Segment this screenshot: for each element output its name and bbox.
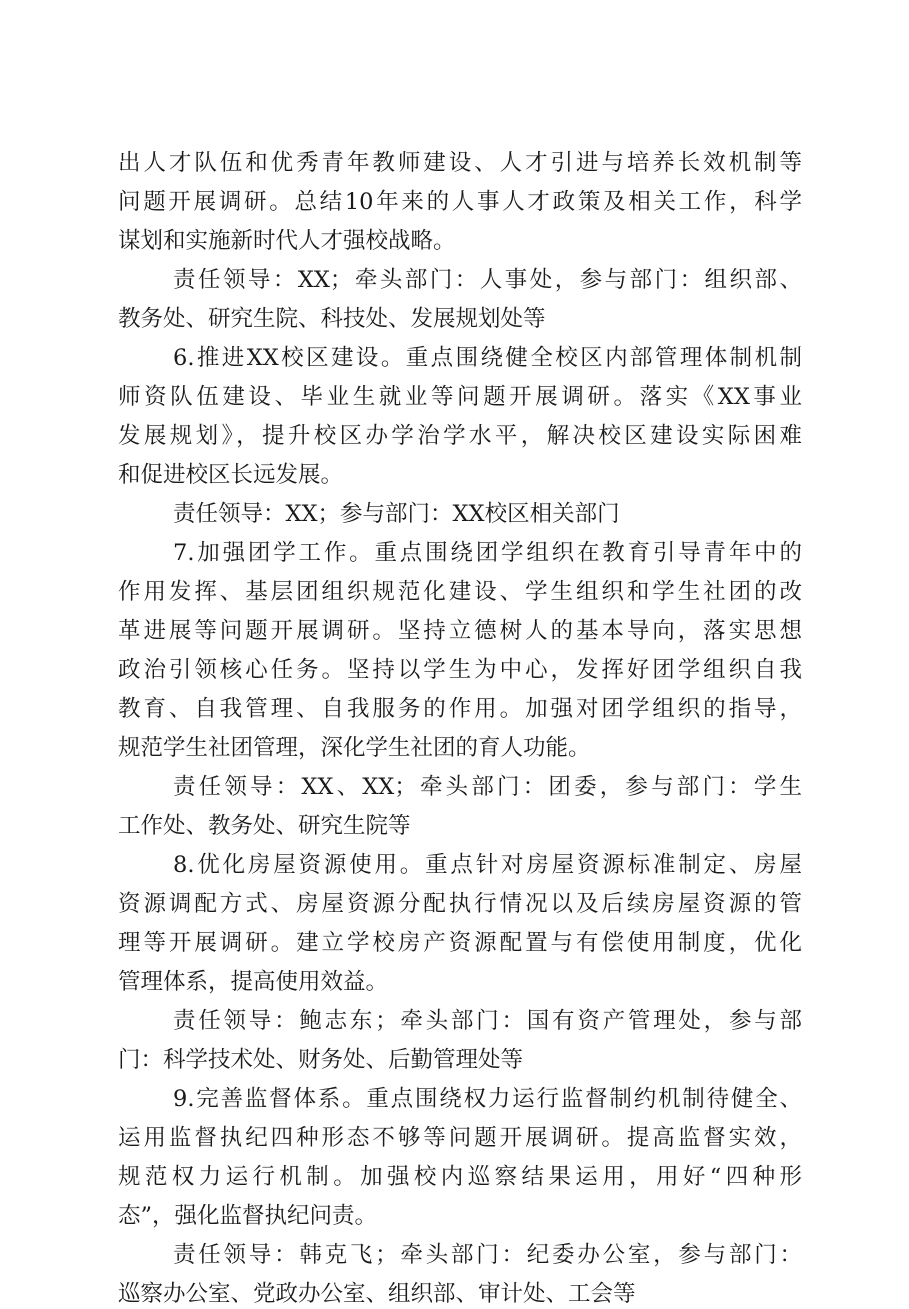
text-line: 师资队伍建设、毕业生就业等问题开展调研。落实《XX事业 (118, 384, 802, 410)
text-line: 革进展等问题开展调研。坚持立德树人的基本导向，落实思想 (118, 618, 802, 644)
text-line: 教务处、研究生院、科技处、发展规划处等 (118, 306, 546, 332)
text-line: 和促进校区长远发展。 (118, 462, 344, 488)
text-line: 6.推进XX校区建设。重点围绕健全校区内部管理体制机制 (173, 345, 802, 371)
text-line: 责任领导：XX；参与部门：XX校区相关部门 (173, 501, 620, 527)
text-line: 巡察办公室、党政办公室、组织部、审计处、工会等 (118, 1281, 636, 1307)
text-line: 理等开展调研。建立学校房产资源配置与有偿使用制度，优化 (118, 930, 802, 956)
text-line: 资源调配方式、房屋资源分配执行情况以及后续房屋资源的管 (118, 891, 802, 917)
text-line: 谋划和实施新时代人才强校战略。 (118, 228, 456, 254)
text-line: 规范权力运行机制。加强校内巡察结果运用，用好“四种形 (118, 1164, 802, 1190)
text-line: 发展规划》，提升校区办学治学水平，解决校区建设实际困难 (118, 423, 802, 449)
text-line: 门：科学技术处、财务处、后勤管理处等 (118, 1047, 524, 1073)
text-line: 教育、自我管理、自我服务的作用。加强对团学组织的指导， (118, 696, 802, 722)
text-line: 7.加强团学工作。重点围绕团学组织在教育引导青年中的 (173, 540, 802, 566)
text-line: 9.完善监督体系。重点围绕权力运行监督制约机制待健全、 (173, 1086, 802, 1112)
text-line: 问题开展调研。总结10年来的人事人才政策及相关工作，科学 (118, 189, 802, 215)
text-line: 责任领导：XX、XX；牵头部门：团委，参与部门：学生 (173, 774, 802, 800)
text-line: 出人才队伍和优秀青年教师建设、人才引进与培养长效机制等 (118, 150, 802, 176)
text-line: 态”，强化监督执纪问责。 (118, 1203, 378, 1229)
text-line: 责任领导：韩克飞；牵头部门：纪委办公室，参与部门： (173, 1242, 802, 1268)
text-line: 工作处、教务处、研究生院等 (118, 813, 411, 839)
text-line: 8.优化房屋资源使用。重点针对房屋资源标准制定、房屋 (173, 852, 802, 878)
text-line: 运用监督执纪四种形态不够等问题开展调研。提高监督实效， (118, 1125, 802, 1151)
document-page (118, 148, 802, 1307)
text-line: 规范学生社团管理，深化学生社团的育人功能。 (118, 735, 591, 761)
text-line: 作用发挥、基层团组织规范化建设、学生组织和学生社团的改 (118, 579, 802, 605)
text-line: 责任领导：XX；牵头部门：人事处，参与部门：组织部、 (173, 267, 802, 293)
text-line: 管理体系，提高使用效益。 (118, 969, 389, 995)
text-line: 责任领导：鲍志东；牵头部门：国有资产管理处，参与部 (173, 1008, 802, 1034)
text-line: 政治引领核心任务。坚持以学生为中心，发挥好团学组织自我 (118, 657, 802, 683)
